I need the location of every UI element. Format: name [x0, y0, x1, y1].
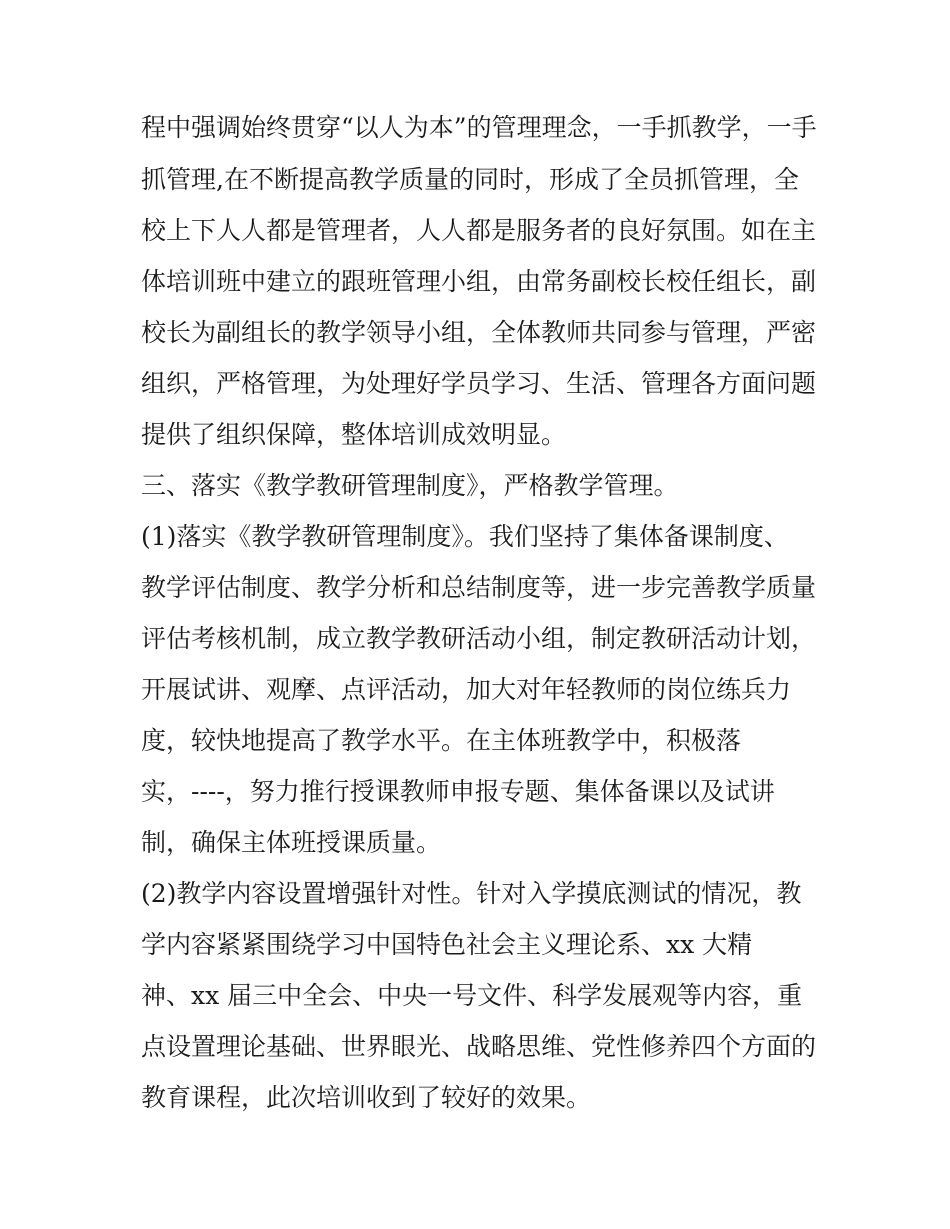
- text-line: 度，较快地提高了教学水平。在主体班教学中，积极落: [141, 726, 742, 755]
- text-line: 学内容紧紧围绕学习中国特色社会主义理论系、xx 大精: [141, 930, 753, 959]
- text-line: 组织，严格管理，为处理好学员学习、生活、管理各方面问题: [141, 369, 817, 398]
- text-line: (2)教学内容设置增强针对性。针对入学摸底测试的情况，教: [141, 879, 802, 908]
- section-heading: 三、落实《教学教研管理制度》，严格教学管理。: [141, 471, 679, 500]
- text-line: 教学评估制度、教学分析和总结制度等，进一步完善教学质量: [141, 573, 817, 602]
- text-line: 校上下人人都是管理者，人人都是服务者的良好氛围。如在主: [141, 216, 817, 245]
- text-line: 点设置理论基础、世界眼光、战略思维、党性修养四个方面的: [141, 1032, 817, 1061]
- text-line: 程中强调始终贯穿“以人为本”的管理理念，一手抓教学，一手: [141, 113, 817, 142]
- text-line: 提供了组织保障，整体培训成效明显。: [141, 420, 567, 449]
- text-line: 神、xx 届三中全会、中央一号文件、科学发展观等内容，重: [141, 981, 803, 1010]
- text-line: 评估考核机制，成立教学教研活动小组，制定教研活动计划，: [141, 624, 817, 653]
- text-line: 实，----，努力推行授课教师申报专题、集体备课以及试讲: [141, 777, 775, 806]
- text-line: 抓管理,在不断提高教学质量的同时，形成了全员抓管理，全: [141, 165, 799, 194]
- text-line: 校长为副组长的教学领导小组，全体教师共同参与管理，严密: [141, 318, 817, 347]
- text-line: 教育课程，此次培训收到了较好的效果。: [141, 1083, 592, 1112]
- text-line: (1)落实《教学教研管理制度》。我们坚持了集体备课制度、: [141, 522, 789, 551]
- text-line: 制，确保主体班授课质量。: [141, 828, 442, 857]
- text-line: 开展试讲、观摩、点评活动，加大对年轻教师的岗位练兵力: [141, 675, 792, 704]
- text-line: 体培训班中建立的跟班管理小组，由常务副校长校任组长，副: [141, 267, 817, 296]
